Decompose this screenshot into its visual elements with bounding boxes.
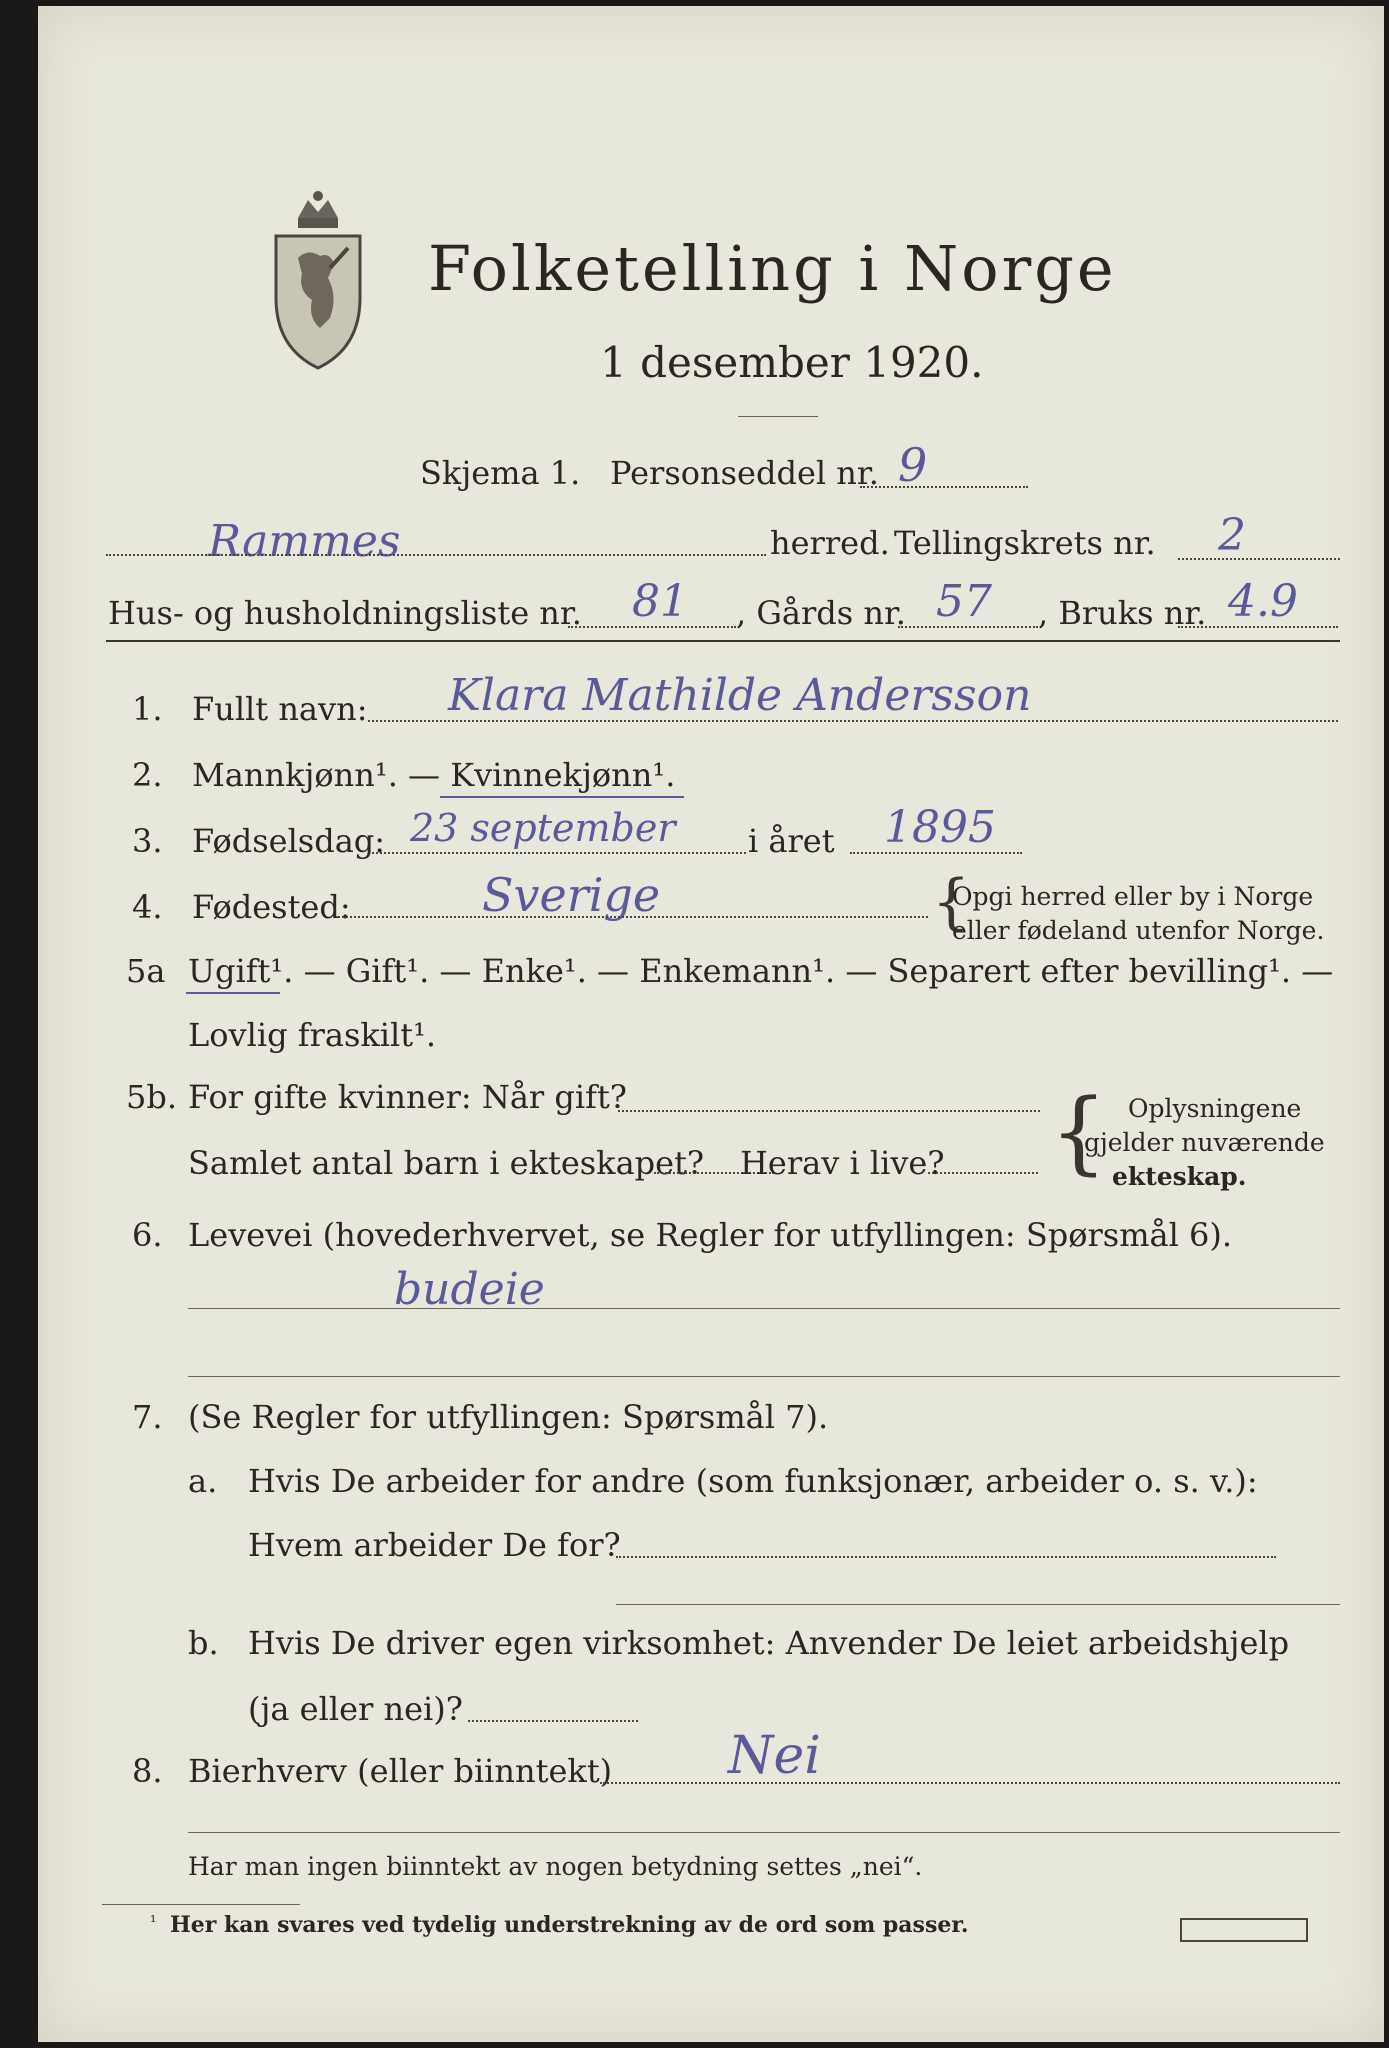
q5b-brace: { (1050, 1080, 1108, 1185)
q7-label: (Se Regler for utfyllingen: Spørsmål 7). (188, 1398, 829, 1436)
herred-label: herred. (770, 524, 890, 562)
q4-line (338, 916, 928, 918)
gards-value[interactable]: 57 (936, 576, 992, 627)
q5b-alive-line (928, 1172, 1038, 1174)
husliste-value[interactable]: 81 (632, 576, 688, 627)
q5b-children-label: Samlet antal barn i ekteskapet? (188, 1144, 705, 1182)
q3-year-label: i året (748, 822, 835, 860)
herred-value[interactable]: Rammes (208, 516, 401, 567)
tellingskrets-value[interactable]: 2 (1218, 510, 1246, 561)
personseddel-label: Personseddel nr. (610, 454, 879, 492)
schema-number: Skjema 1. (420, 454, 581, 492)
husliste-label: Hus- og husholdningsliste nr. (108, 594, 582, 632)
q5b-note-line1: Oplysningene (1128, 1094, 1302, 1123)
q3-number: 3. (132, 822, 163, 860)
q7a-line2: Hvem arbeider De for? (248, 1526, 621, 1564)
q5a-number: 5a (126, 952, 166, 990)
gards-label: , Gårds nr. (736, 594, 906, 632)
title-divider (738, 416, 818, 417)
gards-line (898, 626, 1038, 628)
census-form-page (38, 6, 1384, 2042)
footnote-text: Her kan svares ved tydelig understrekning av de ord som passer. (170, 1912, 969, 1938)
q7b-line1: Hvis De driver egen virksomhet: Anvender De leiet arbeidshjelp (248, 1624, 1290, 1662)
q1-line (368, 720, 1338, 722)
personseddel-value[interactable]: 9 (898, 438, 928, 492)
census-date: 1 desember 1920. (600, 338, 984, 387)
tellingskrets-label: Tellingskrets nr. (894, 524, 1156, 562)
q5b-married-line (618, 1110, 1040, 1112)
q6-label: Levevei (hovederhvervet, se Regler for utfyllingen: Spørsmål 6). (188, 1216, 1233, 1254)
personseddel-line (860, 486, 1028, 488)
q7a-letter: a. (188, 1462, 218, 1500)
printer-stamp-icon (1180, 1918, 1308, 1942)
q4-note-line2: eller fødeland utenfor Norge. (952, 916, 1325, 945)
q4-brace: { (932, 867, 971, 937)
q3-year-value[interactable]: 1895 (884, 802, 996, 853)
q7b-letter: b. (188, 1624, 219, 1662)
q8-number: 8. (132, 1752, 163, 1790)
q3-year-line (850, 852, 1022, 854)
husliste-line (568, 626, 736, 628)
q2-underline-kvinnekjonn (440, 796, 684, 798)
q4-birthplace-value[interactable]: Sverige (482, 868, 661, 922)
q4-note-line1: Opgi herred eller by i Norge (952, 882, 1314, 911)
q7-number: 7. (132, 1398, 163, 1436)
q6-line1 (188, 1308, 1340, 1309)
q6-number: 6. (132, 1216, 163, 1254)
q8-line2 (188, 1832, 1340, 1833)
bruks-line (1178, 626, 1338, 628)
q7a-line1: Hvis De arbeider for andre (som funksjonær, arbeider o. s. v.): (248, 1462, 1258, 1500)
q5a-underline-ugift (186, 992, 280, 994)
q2-number: 2. (132, 756, 163, 794)
q6-line2 (188, 1376, 1340, 1377)
bruks-label: , Bruks nr. (1038, 594, 1207, 632)
q1-full-name-value[interactable]: Klara Mathilde Andersson (448, 670, 1032, 721)
footnote-rule (102, 1904, 300, 1905)
herred-line (106, 554, 766, 556)
tellingskrets-line (1178, 558, 1340, 560)
q3-label: Fødselsdag: (192, 822, 386, 860)
q3-birthday-line (372, 852, 746, 854)
footnote-mark: ¹ (150, 1912, 157, 1931)
q3-birthday-value[interactable]: 23 september (410, 806, 676, 850)
q1-label: Fullt navn: (192, 690, 368, 728)
q6-occupation-value[interactable]: budeie (394, 1264, 545, 1315)
header-rule (106, 640, 1340, 642)
q7a-employer-line (616, 1556, 1276, 1558)
q5b-alive-label: Herav i live? (740, 1144, 945, 1182)
form-title: Folketelling i Norge (428, 232, 1117, 305)
bruks-value[interactable]: 4.9 (1228, 576, 1298, 627)
norwegian-coat-of-arms-icon (268, 178, 368, 378)
q5a-marital-options[interactable]: Ugift¹. — Gift¹. — Enke¹. — Enkemann¹. — Separert efter bevilling¹. — (188, 952, 1334, 990)
q8-line1 (600, 1782, 1340, 1784)
q4-number: 4. (132, 888, 163, 926)
q5b-note-line3: ekteskap. (1112, 1162, 1247, 1191)
footer-note: Har man ingen biinntekt av nogen betydning settes „nei“. (188, 1852, 923, 1881)
q7b-answer-line (468, 1720, 638, 1722)
q4-label: Fødested: (192, 888, 351, 926)
q5b-number: 5b. (126, 1078, 178, 1116)
q8-side-income-value[interactable]: Nei (728, 1726, 821, 1786)
q2-gender-options[interactable]: Mannkjønn¹. — Kvinnekjønn¹. (192, 756, 676, 794)
q5b-married-label: For gifte kvinner: Når gift? (188, 1078, 627, 1116)
q5a-marital-options-line2[interactable]: Lovlig fraskilt¹. (188, 1016, 437, 1054)
q1-number: 1. (132, 690, 163, 728)
q7a-employer-line2 (616, 1604, 1340, 1605)
q8-label: Bierhverv (eller biinntekt) (188, 1752, 613, 1790)
q7b-line2: (ja eller nei)? (248, 1690, 463, 1728)
q5b-note-line2: gjelder nuværende (1084, 1128, 1325, 1157)
